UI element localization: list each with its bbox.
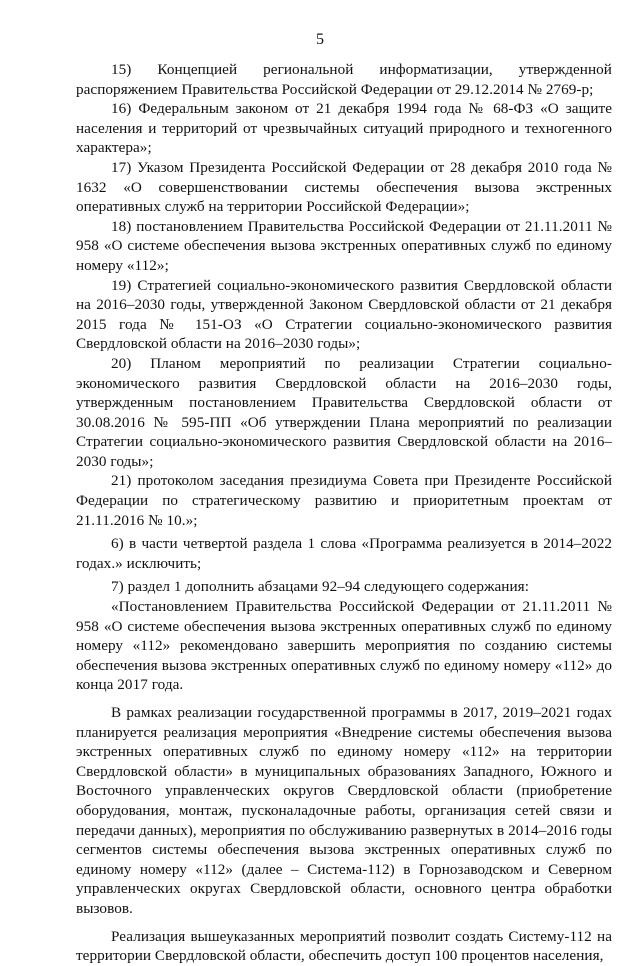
paragraph-item-18: 18) постановлением Правительства Российской Федерации от 21.11.2011 № 958 «О системе обеспечения вызова экстренных оперативных служб по единому номеру «112»;: [76, 217, 612, 274]
paragraph-item-17: 17) Указом Президента Российской Федерации от 28 декабря 2010 года № 1632 «О совершенствовании системы обеспечения вызова экстренных оперативных служб на территории Российской Федерации»;: [76, 158, 612, 216]
page-number: 5: [316, 31, 324, 48]
paragraph-amendment-6: 6) в части четвертой раздела 1 слова «Программа реализуется в 2014–2022 годах.» исключить;: [76, 535, 612, 572]
paragraph-item-15: 15) Концепцией региональной информатизации, утвержденной распоряжением Правительства Российской Федерации от 29.12.2014 № 2769-р;: [76, 61, 612, 98]
paragraph-item-19: 19) Стратегией социально-экономического развития Свердловской области на 2016–2030 годы, утвержденной Законом Свердловской области от 21 декабря 2015 года № 151-ОЗ «О Стратегии социально-экономического развития Свердловской области на 2016–2030 годы»;: [76, 276, 612, 353]
paragraph-item-16: 16) Федеральным законом от 21 декабря 1994 года № 68-ФЗ «О защите населения и территорий от чрезвычайных ситуаций природного и техногенного характера»;: [76, 100, 612, 157]
paragraph-implementation: В рамках реализации государственной программы в 2017, 2019–2021 годах планируется реализация мероприятия «Внедрение системы обеспечения вызова экстренных оперативных служб по единому номеру «112» на территории Свердловской области» в муниципальных образованиях Западного, Южного и Восточного управленческих округов Свердловской области (приобретение оборудования, монтаж, пусконаладочные работы, организация сетей связи и передачи данных), мероприятия по обслуживанию развернутых в 2014–2016 годы сегментов системы обеспечения вызова экстренных оперативных служб по единому номеру «112» (далее – Система-112) в Горнозаводском и Северном управленческих округах Свердловской области, основного центра обработки вызовов.: [76, 704, 612, 917]
paragraph-quote-decree: «Постановлением Правительства Российской Федерации от 21.11.2011 № 958 «О системе обеспечения вызова экстренных оперативных служб по единому номеру «112» рекомендовано завершить мероприятия по созданию системы обеспечения вызова экстренных оперативных служб по единому номеру «112» до конца 2017 года.: [76, 598, 612, 694]
paragraph-item-21: 21) протоколом заседания президиума Совета при Президенте Российской Федерации по стратегическому развитию и приоритетным проектам от 21.11.2016 № 10.»;: [76, 472, 612, 529]
paragraph-amendment-7: 7) раздел 1 дополнить абзацами 92–94 следующего содержания:: [111, 578, 529, 596]
document-body: [76, 60, 612, 966]
paragraph-result: Реализация вышеуказанных мероприятий позволит создать Систему-112 на территории Свердловской области, обеспечить доступ 100 процентов населения,: [76, 927, 612, 965]
paragraph-item-20: 20) Планом мероприятий по реализации Стратегии социально-экономического развития Свердловской области на 2016–2030 годы, утвержденным постановлением Правительства Свердловской области от 30.08.2016 № 595-ПП «Об утверждении Плана мероприятий по реализации Стратегии социально-экономического развития Свердловской области на 2016–2030 годы»;: [76, 354, 612, 470]
